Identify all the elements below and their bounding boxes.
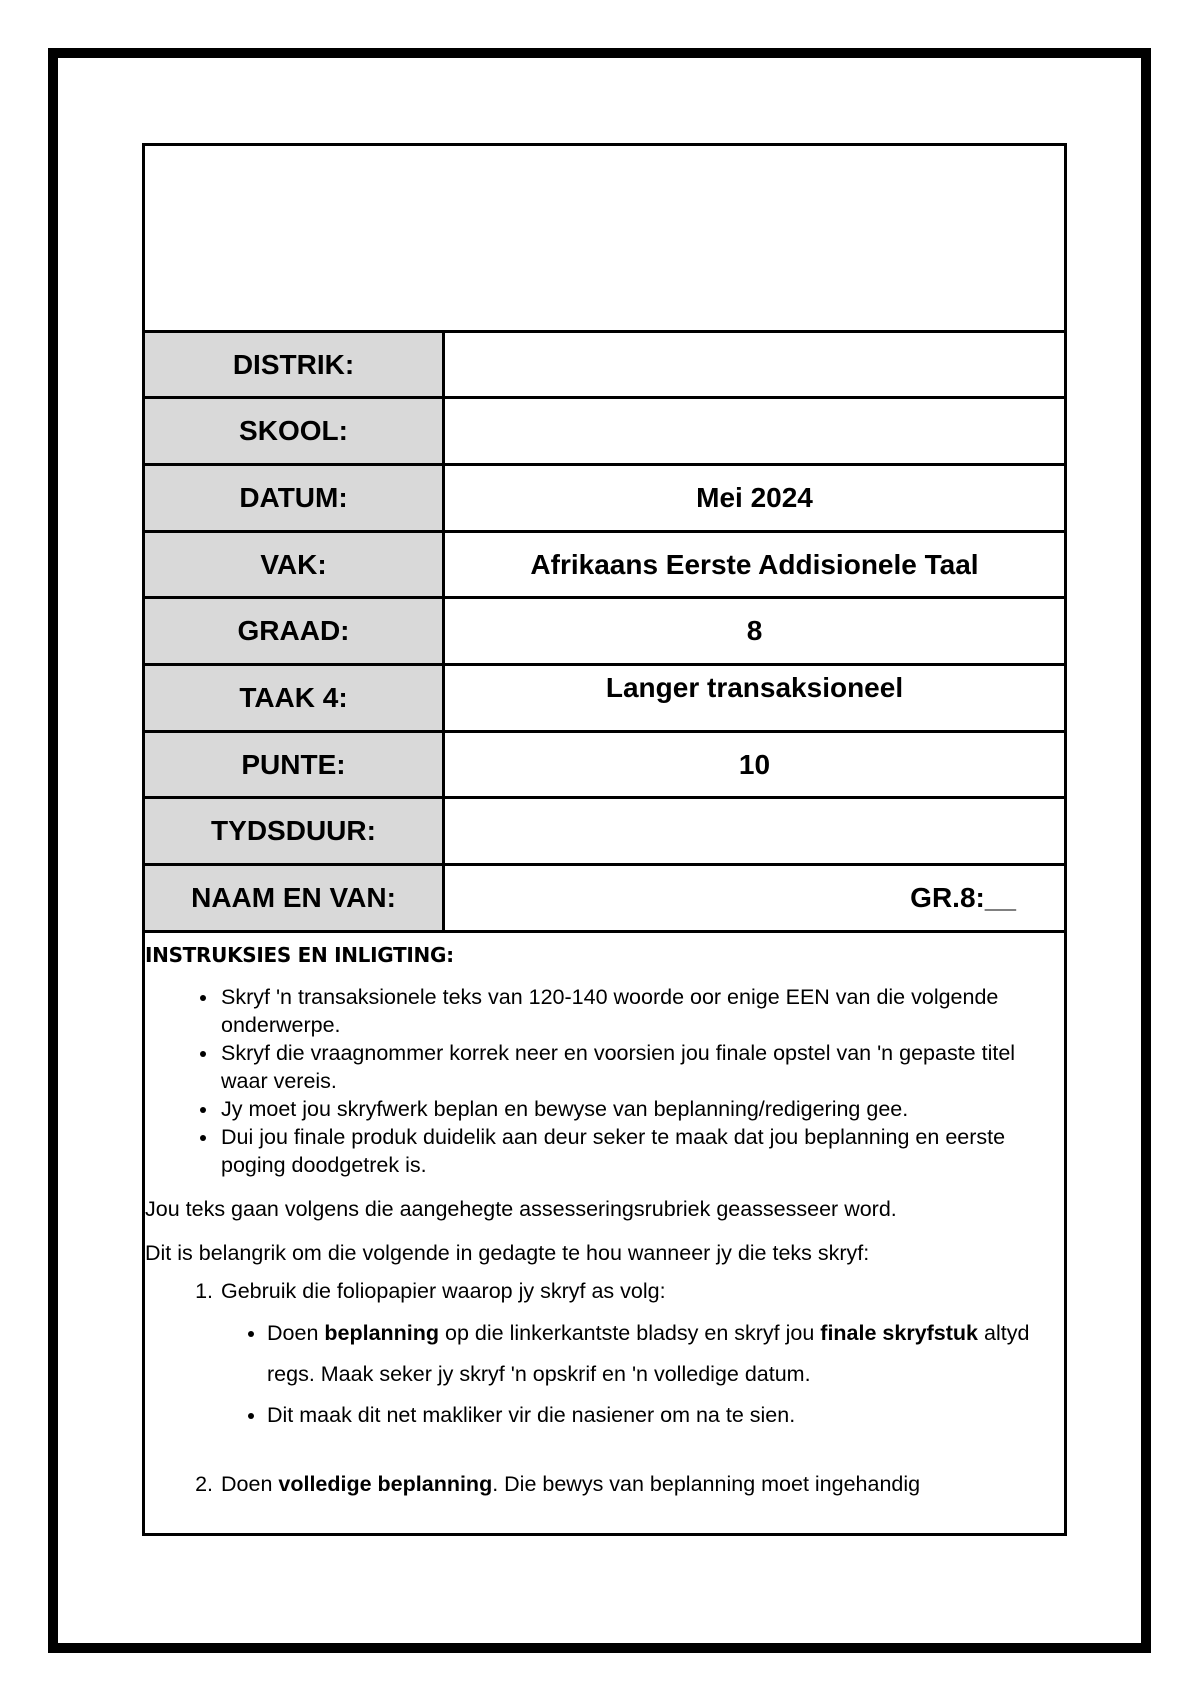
row-label: TYDSDUUR: bbox=[145, 799, 445, 863]
list-item bbox=[219, 1277, 1064, 1470]
distrik-field[interactable] bbox=[445, 333, 1064, 396]
header-blank-area bbox=[145, 146, 1064, 333]
reminder-intro: Dit is belangrik om die volgende in gedagte te hou wanneer jy die teks skryf: bbox=[145, 1241, 870, 1265]
row-skool bbox=[145, 399, 1064, 466]
row-label: GRAAD: bbox=[145, 599, 445, 663]
row-taak bbox=[145, 666, 1064, 733]
row-label: DISTRIK: bbox=[145, 333, 445, 396]
sub-list bbox=[221, 1313, 1064, 1436]
bold-run: beplanning bbox=[324, 1321, 440, 1345]
steps-list bbox=[145, 1277, 1064, 1498]
taak-value: Langer transaksioneel bbox=[605, 672, 904, 703]
row-label: VAK: bbox=[145, 533, 445, 596]
list-item: • Skryf 'n transaksionele teks van 120-140 woorde oor enige EEN van die volgende onderwerpe. bbox=[219, 983, 1064, 1039]
bold-run: finale skryfstuk bbox=[820, 1321, 979, 1345]
row-punte bbox=[145, 733, 1064, 799]
list-item: • Dui jou finale produk duidelik aan deur seker te maak dat jou beplanning en eerste poging doodgetrek is. bbox=[219, 1123, 1064, 1179]
row-distrik bbox=[145, 333, 1064, 399]
list-item bbox=[219, 1470, 1064, 1498]
row-label: SKOOL: bbox=[145, 399, 445, 463]
row-label: TAAK 4: bbox=[145, 666, 445, 730]
row-naam-en-van bbox=[145, 866, 1064, 933]
text-run: Doen bbox=[221, 1472, 279, 1496]
skool-field[interactable] bbox=[445, 399, 1064, 463]
assessment-note: Jou teks gaan volgens die aangehegte assesseringsrubriek geassesseer word. bbox=[145, 1197, 897, 1221]
datum-value: Mei 2024 bbox=[696, 482, 813, 513]
graad-value: 8 bbox=[746, 615, 763, 646]
row-label: NAAM EN VAN: bbox=[145, 866, 445, 930]
tydsduur-field[interactable] bbox=[445, 799, 1064, 863]
row-tydsduur bbox=[145, 799, 1064, 866]
naam-en-van-field[interactable]: GR.8:__ bbox=[910, 882, 1016, 913]
instructions-list bbox=[145, 983, 1064, 1179]
instructions-section bbox=[145, 933, 1064, 1498]
vak-value: Afrikaans Eerste Addisionele Taal bbox=[530, 548, 979, 580]
list-item: • Skryf die vraagnommer korrek neer en voorsien jou finale opstel van 'n gepaste titel waar vereis. bbox=[219, 1039, 1064, 1095]
row-label: DATUM: bbox=[145, 466, 445, 530]
list-item bbox=[267, 1313, 1064, 1395]
text-run: Doen bbox=[267, 1321, 325, 1345]
row-datum bbox=[145, 466, 1064, 533]
instructions-heading: INSTRUKSIES EN INLIGTING: bbox=[145, 943, 454, 967]
cover-form bbox=[142, 143, 1067, 1536]
text-run: op die linkerkantste bladsy en skryf jou bbox=[439, 1321, 821, 1345]
text-run: . Die bewys van beplanning moet ingehandig bbox=[492, 1472, 921, 1496]
list-item: • Dit maak dit net makliker vir die nasiener om na te sien. bbox=[267, 1395, 1064, 1436]
spacer bbox=[221, 1436, 1064, 1470]
row-label: PUNTE: bbox=[145, 733, 445, 796]
step-text: Gebruik die foliopapier waarop jy skryf as volg: bbox=[221, 1279, 666, 1303]
text-run: altyd regs. Maak seker jy skryf 'n opskrif en 'n volledige datum. bbox=[267, 1321, 1030, 1386]
punte-value: 10 bbox=[738, 748, 771, 780]
row-graad bbox=[145, 599, 1064, 666]
row-vak bbox=[145, 533, 1064, 599]
bold-run: volledige beplanning bbox=[278, 1472, 493, 1496]
list-item: • Jy moet jou skryfwerk beplan en bewyse van beplanning/redigering gee. bbox=[219, 1095, 1064, 1123]
